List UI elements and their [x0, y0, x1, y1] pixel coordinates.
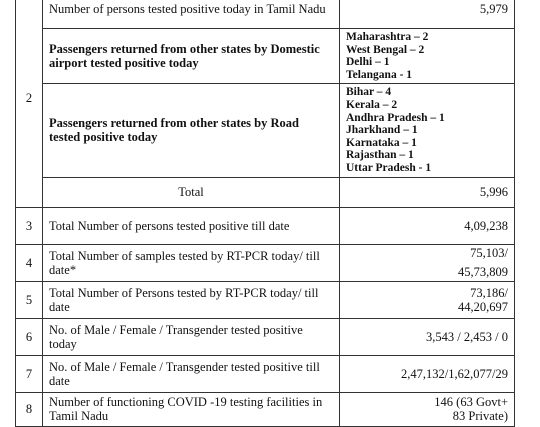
serial-number: 6 [16, 318, 43, 355]
value-line: 44,20,697 [458, 299, 508, 314]
table-row [16, 281, 515, 318]
serial-number: 2 [16, 0, 43, 207]
serial-number: 3 [16, 207, 43, 244]
row-label: Total Number of samples tested by RT-PCR today/ till date* [43, 244, 340, 281]
table-row [16, 84, 515, 177]
table-row [16, 207, 515, 244]
row-label: No. of Male / Female / Transgender tested positive today [43, 318, 340, 355]
state-entry: Kerala – 2 [346, 98, 398, 111]
state-list [340, 84, 515, 177]
row-label: Passengers returned from other states by Domestic airport tested positive today [43, 29, 340, 84]
state-entry: West Bengal – 2 [346, 43, 425, 56]
value-line: 83 Private) [452, 409, 508, 424]
state-entry: Rajasthan – 1 [346, 149, 414, 162]
value-line: 73,186/ [470, 285, 508, 300]
table-row [16, 177, 515, 207]
serial-number: 5 [16, 281, 43, 318]
value-line: 146 (63 Govt+ [434, 395, 508, 410]
state-entry: Delhi – 1 [346, 56, 390, 69]
state-entry: Maharashtra – 2 [346, 31, 429, 43]
state-list [340, 29, 515, 84]
serial-number: 4 [16, 244, 43, 281]
covid-statistics-table [15, 0, 515, 427]
row-value: 2,47,132/1,62,077/29 [340, 355, 515, 392]
row-value: 5,979 [340, 0, 515, 29]
value-line: 45,73,809 [458, 265, 508, 280]
table-row [16, 392, 515, 426]
state-entry: Bihar – 4 [346, 86, 392, 99]
row-value [340, 281, 515, 318]
state-entry: Andhra Pradesh – 1 [346, 111, 445, 124]
table-row [16, 244, 515, 281]
row-label: Number of persons tested positive today in Tamil Nadu [43, 0, 340, 29]
table-row [16, 0, 515, 29]
row-label: Total Number of persons tested positive till date [43, 207, 340, 244]
serial-number: 8 [16, 392, 43, 426]
row-label: Total Number of Persons tested by RT-PCR today/ till date [43, 281, 340, 318]
row-value [340, 392, 515, 426]
row-value: 3,543 / 2,453 / 0 [340, 318, 515, 355]
serial-number: 7 [16, 355, 43, 392]
table-row [16, 355, 515, 392]
state-entry: Telangana - 1 [346, 68, 413, 81]
row-value [340, 244, 515, 281]
value-line: 75,103/ [470, 246, 508, 261]
total-value: 5,996 [340, 177, 515, 207]
row-value: 4,09,238 [340, 207, 515, 244]
state-entry: Jharkhand – 1 [346, 124, 418, 137]
state-entry: Karnataka – 1 [346, 136, 417, 149]
state-entry: Uttar Pradesh - 1 [346, 161, 432, 174]
row-label: Passengers returned from other states by Road tested positive today [43, 84, 340, 177]
total-label: Total [43, 177, 340, 207]
row-label: No. of Male / Female / Transgender tested positive till date [43, 355, 340, 392]
table-row [16, 29, 515, 84]
table-row [16, 318, 515, 355]
row-label: Number of functioning COVID -19 testing facilities in Tamil Nadu [43, 392, 340, 426]
